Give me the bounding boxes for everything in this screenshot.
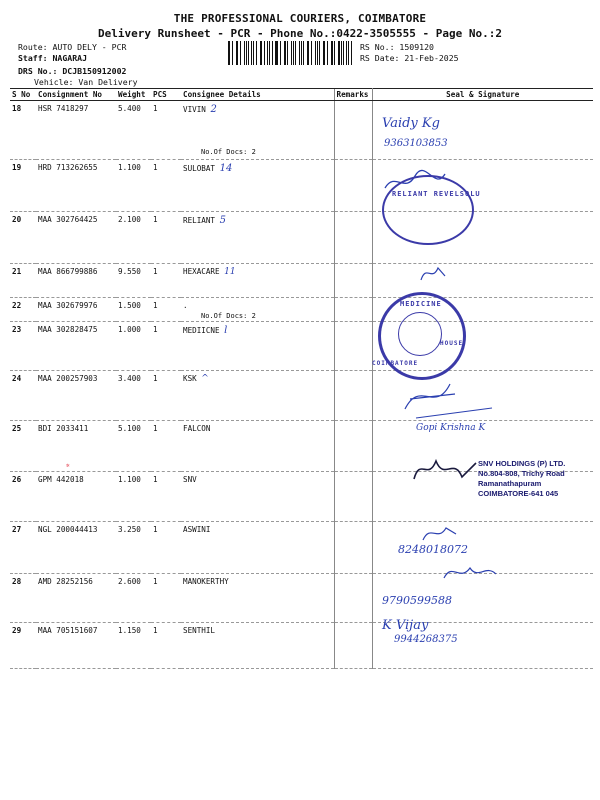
table-header-row (10, 89, 593, 101)
row-pcs: 1 (151, 264, 181, 298)
row-sno: 24 (10, 371, 36, 421)
row-pcs: 1 (151, 421, 181, 472)
consignee-name: SNV (183, 475, 197, 484)
consignee-name: MANOKERTHY (183, 577, 229, 586)
signature-phone-row29: 9944268375 (394, 634, 458, 645)
row-sno: 18 (10, 101, 36, 160)
signature-row25: Gopi Krishna K (416, 423, 486, 433)
handwritten-count: 14 (219, 163, 233, 174)
row-sno: 21 (10, 264, 36, 298)
row-sno: 23 (10, 322, 36, 371)
row-remarks (334, 322, 372, 371)
row-weight: 1.150 (116, 623, 151, 669)
signature-stroke-row25 (414, 404, 494, 424)
table-row (10, 101, 593, 160)
row-weight: 2.600 (116, 574, 151, 623)
row-weight: 3.250 (116, 522, 151, 574)
barcode (228, 41, 354, 65)
row-consignee (181, 212, 334, 264)
row-remarks (334, 160, 372, 212)
row-remarks (334, 101, 372, 160)
rs-date: RS Date: 21-Feb-2025 (360, 53, 459, 63)
signature-scribble-row26 (410, 455, 480, 483)
medicine-stamp-top-text: MEDICINE (400, 300, 442, 308)
row-weight: 3.400 (116, 371, 151, 421)
row-consignee (181, 472, 334, 522)
row-sno: 28 (10, 574, 36, 623)
snv-stamp-line1: SNV HOLDINGS (P) LTD. (478, 459, 566, 468)
drs-label: DRS No.: DCJB150912002 (18, 66, 127, 76)
consignee-name: RELIANT (183, 216, 216, 225)
consignee-name: ASWINI (183, 525, 211, 534)
row-pcs: 1 (151, 371, 181, 421)
snv-stamp-line4: COIMBATORE-641 045 (478, 489, 559, 498)
row-remarks (334, 298, 372, 322)
table-row (10, 574, 593, 623)
consignee-name: FALCON (183, 424, 211, 433)
row-consignment: HRD 713262655 (36, 160, 116, 212)
row-consignee (181, 322, 334, 371)
row-pcs: 1 (151, 160, 181, 212)
staff-label: Staff: NAGARAJ (18, 53, 88, 63)
row-remarks (334, 574, 372, 623)
handwritten-count: ^ (201, 374, 209, 384)
col-consignment: Consignment No (36, 89, 116, 101)
row-consignment: AMD 28252156 (36, 574, 116, 623)
row-remarks (334, 623, 372, 669)
snv-stamp-line3: Ramanathapuram (478, 479, 542, 488)
snv-stamp-line2: No.804-808, Trichy Road (478, 469, 565, 478)
table-row (10, 264, 593, 298)
signature-scribble-row21 (418, 262, 448, 284)
row-sno: 25 (10, 421, 36, 472)
snv-company-stamp (478, 459, 565, 499)
row-consignee (181, 522, 334, 574)
table-row (10, 522, 593, 574)
reliant-stamp-seal (382, 175, 474, 245)
row-weight: 5.100 (116, 421, 151, 472)
row-sno: 20 (10, 212, 36, 264)
runsheet-table (10, 88, 593, 669)
row-pcs: 1 (151, 101, 181, 160)
row-remarks (334, 371, 372, 421)
red-ink-mark: ✲ (66, 462, 70, 469)
consignee-name: SENTHIL (183, 626, 216, 635)
runsheet-subtitle: Delivery Runsheet - PCR - Phone No.:0422-3505555 - Page No.:2 (98, 27, 502, 40)
signature-phone-row27: 8248018072 (398, 543, 468, 556)
row-pcs: 1 (151, 522, 181, 574)
row-consignee (181, 623, 334, 669)
row-pcs: 1 (151, 574, 181, 623)
row-sno: 19 (10, 160, 36, 212)
consignee-name: SULOBAT (183, 164, 216, 173)
row-consignee (181, 264, 334, 298)
signature-scribble-row27 (420, 522, 460, 544)
col-remarks: Remarks (334, 89, 372, 101)
vehicle-label: Vehicle: Van Delivery (34, 77, 138, 87)
medicine-house-stamp-inner (398, 312, 442, 356)
row-sno: 22 (10, 298, 36, 322)
row-signature (372, 264, 593, 298)
row-consignment: MAA 200257903 (36, 371, 116, 421)
consignee-name: MEDIICNE (183, 326, 220, 335)
handwritten-count: 2 (210, 104, 217, 115)
rs-number: RS No.: 1509120 (360, 42, 434, 52)
row-remarks (334, 522, 372, 574)
row-consignee (181, 160, 334, 212)
row-consignment: GPM 442018 (36, 472, 116, 522)
row-sno: 26 (10, 472, 36, 522)
row-weight: 2.100 (116, 212, 151, 264)
route-label: Route: AUTO DELY - PCR (18, 42, 127, 52)
row-weight: 1.100 (116, 160, 151, 212)
row-weight: 9.550 (116, 264, 151, 298)
col-weight: Weight (116, 89, 151, 101)
consignee-name: . (183, 301, 188, 310)
col-pcs: PCS (151, 89, 181, 101)
handwritten-count: 5 (219, 215, 226, 226)
row-consignee (181, 101, 334, 160)
consignee-name: KSK (183, 374, 197, 383)
row-weight: 1.000 (116, 322, 151, 371)
consignee-name: VIVIN (183, 105, 206, 114)
medicine-stamp-left-text: COIMBATORE (372, 360, 419, 367)
table-row (10, 160, 593, 212)
col-sno: S No (10, 89, 36, 101)
row-pcs: 1 (151, 322, 181, 371)
row-weight: 1.100 (116, 472, 151, 522)
docs-count: No.Of Docs: 2 (201, 148, 256, 156)
table-row (10, 371, 593, 421)
row-sno: 29 (10, 623, 36, 669)
consignee-name: HEXACARE (183, 267, 220, 276)
signature-phone-row28: 9790599588 (382, 594, 452, 607)
col-seal-signature: Seal & Signature (372, 89, 593, 101)
row-consignee (181, 371, 334, 421)
row-consignee (181, 421, 334, 472)
table-row (10, 322, 593, 371)
row-remarks (334, 212, 372, 264)
signature-scribble-row28 (440, 560, 500, 584)
row-consignee (181, 574, 334, 623)
table-row (10, 212, 593, 264)
signature-row29: K Vijay (382, 618, 429, 633)
signature-phone-row18: 9363103853 (384, 138, 448, 149)
signature-row18: Vaidy Kg (382, 116, 440, 131)
col-consignee: Consignee Details (181, 89, 334, 101)
row-consignment: BDI 2033411 (36, 421, 116, 472)
row-remarks (334, 421, 372, 472)
row-consignment: MAA 866799886 (36, 264, 116, 298)
row-consignment: MAA 705151607 (36, 623, 116, 669)
company-title: THE PROFESSIONAL COURIERS, COIMBATORE (173, 12, 427, 25)
row-pcs: 1 (151, 212, 181, 264)
docs-count: No.Of Docs: 2 (201, 312, 256, 320)
row-consignment: NGL 200044413 (36, 522, 116, 574)
row-pcs: 1 (151, 298, 181, 322)
medicine-stamp-right-text: HOUSE (440, 340, 464, 347)
row-consignment: MAA 302679976 (36, 298, 116, 322)
table-row (10, 298, 593, 322)
row-weight: 1.500 (116, 298, 151, 322)
table-row (10, 623, 593, 669)
row-consignment: HSR 7418297 (36, 101, 116, 160)
row-consignee (181, 298, 334, 322)
row-weight: 5.400 (116, 101, 151, 160)
row-pcs: 1 (151, 472, 181, 522)
row-remarks (334, 472, 372, 522)
row-consignment: MAA 302828475 (36, 322, 116, 371)
row-sno: 27 (10, 522, 36, 574)
handwritten-count: l (224, 325, 228, 336)
row-consignment: MAA 302764425 (36, 212, 116, 264)
reliant-stamp-text: RELIANT REVELSOLU (392, 190, 481, 198)
row-remarks (334, 264, 372, 298)
row-pcs: 1 (151, 623, 181, 669)
handwritten-count: 11 (224, 267, 236, 277)
